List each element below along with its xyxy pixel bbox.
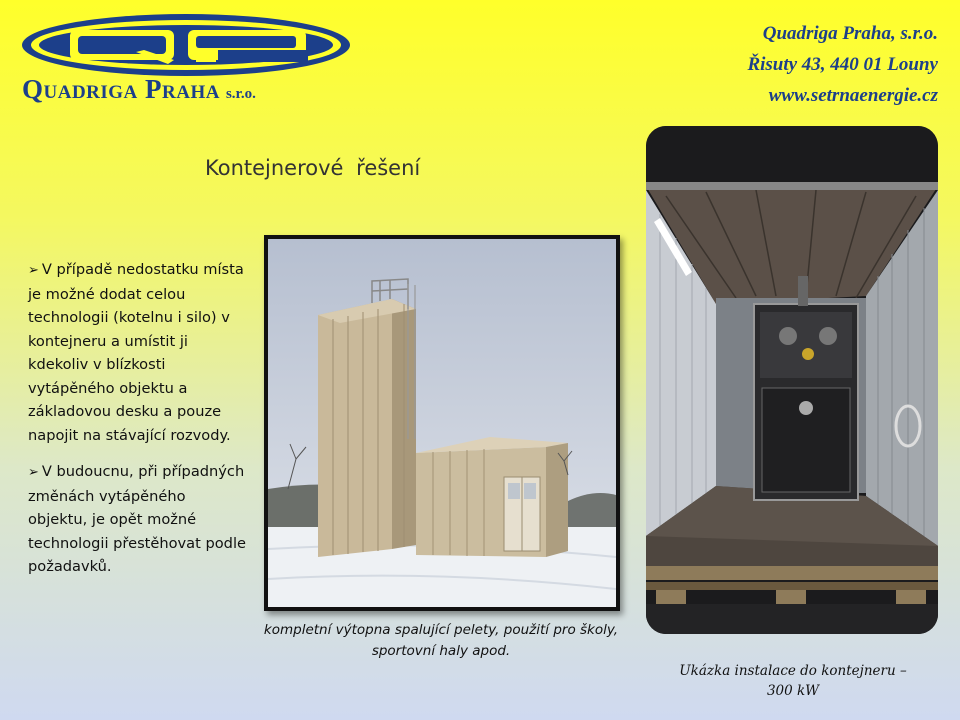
arrow-bullet-icon: ➢	[28, 465, 39, 480]
caption-line: kompletní výtopna spalující pelety, použití pro školy,	[263, 622, 619, 638]
logo-emblem	[18, 12, 358, 82]
bullet-text: V budoucnu, při případných změnách vytápěného objektu, je opět možné technologii přestěhovat podle požadavků.	[28, 463, 246, 575]
container-interior-photo	[646, 126, 938, 634]
bullet-text: V případě nedostatku místa je možné dodat celou technologii (kotelnu i silo) v kontejneru a umístit ji kdekoliv v blízkosti vytápěného objektu a základovou desku a pouze napojit na stávající rozvody.	[28, 261, 244, 444]
slide-title: Kontejnerové řešení	[205, 156, 421, 180]
container-interior-caption	[662, 661, 924, 701]
contact-address: Řisuty 43, 440 01 Louny	[747, 54, 938, 75]
contact-website: www.setrnaenergie.cz	[768, 85, 938, 106]
bullet-list	[28, 258, 246, 592]
boiler-house-caption	[236, 620, 646, 662]
company-contact	[747, 18, 938, 111]
boiler-house-photo	[264, 235, 620, 611]
caption-line: sportovní haly apod.	[371, 643, 511, 659]
company-name	[22, 74, 256, 105]
caption-line: Ukázka instalace do kontejneru –	[679, 663, 907, 679]
contact-company: Quadriga Praha, s.r.o.	[762, 23, 938, 44]
caption-line: 300 kW	[766, 683, 820, 699]
bullet-item	[28, 258, 246, 447]
company-name-main: Quadriga Praha	[22, 74, 220, 104]
company-name-suffix: s.r.o.	[225, 86, 256, 102]
bullet-item	[28, 460, 246, 579]
arrow-bullet-icon: ➢	[28, 263, 39, 278]
